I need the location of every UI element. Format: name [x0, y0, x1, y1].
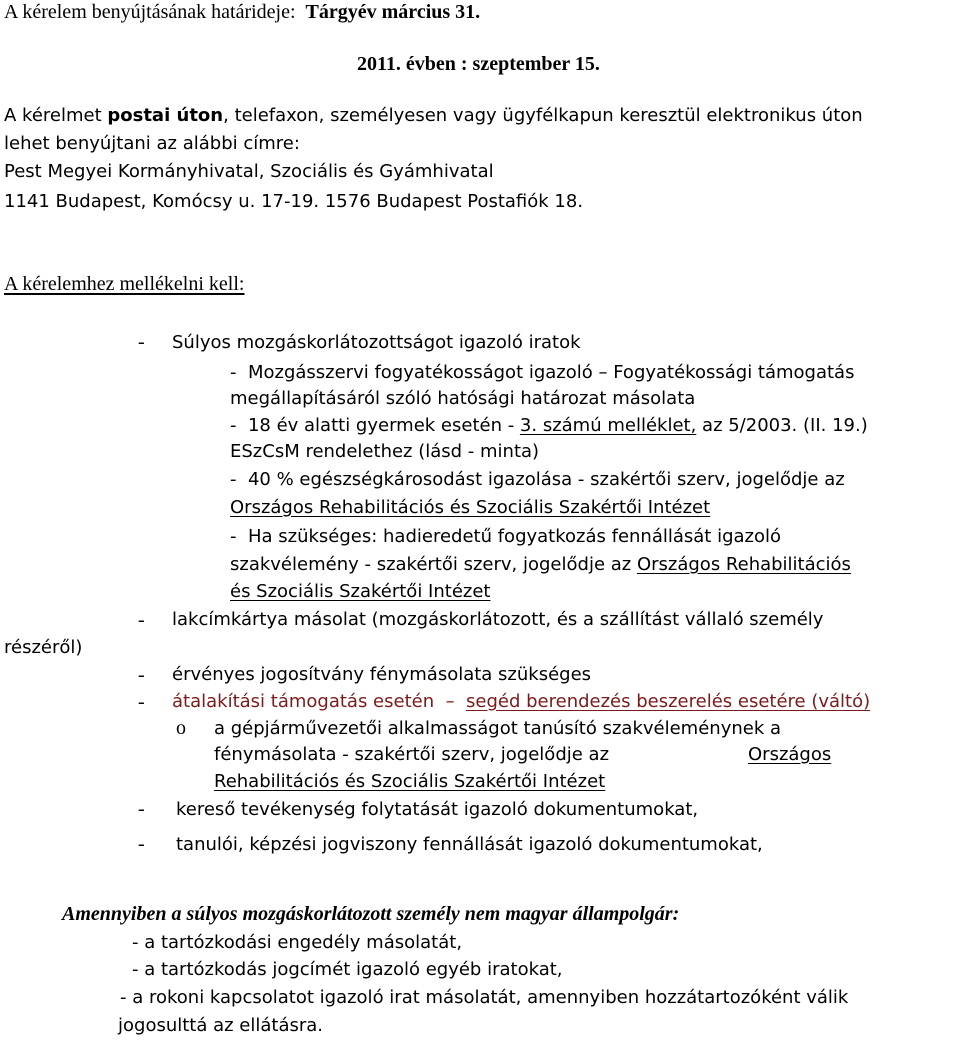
list-dash: - [138, 331, 145, 353]
sub-item-medical-opinion: a gépjárművezetői alkalmasságot tanúsító szakvéleménynek a [214, 718, 781, 739]
sub-item-text: Mozgásszervi fogyatékosságot igazoló – Fogyatékossági támogatás [247, 362, 855, 383]
sub-item-text: szakvélemény - szakértői szerv, jogelődje az [230, 554, 637, 575]
foreign-item-kinship-l2: jogosulttá az ellátásra. [118, 1015, 324, 1036]
rehab-institute-link-cont[interactable]: és Szociális Szakértői Intézet [230, 581, 491, 602]
rehab-institute-link[interactable]: Országos Rehabilitációs és Szociális Szakértői Intézet [230, 497, 711, 518]
bullet-o: o [176, 717, 186, 739]
sub-item-text: Ha szükséges: hadieredetű fogyatkozás fennállását igazoló [247, 526, 782, 547]
list-item-student: tanulói, képzési jogviszony fennállását igazoló dokumentumokat, [176, 834, 763, 855]
sub-item-war-disability-l2 [230, 553, 851, 577]
list-dash: - [138, 798, 145, 820]
office-name: Pest Megyei Kormányhivatal, Szociális és Gyámhivatal [4, 161, 494, 182]
rehab-institute-link[interactable]: Országos Rehabilitációs [636, 554, 851, 575]
list-dash: - [138, 609, 145, 631]
deadline-value: Tárgyév március 31. [305, 1, 481, 23]
conversion-text: átalakítási támogatás esetén [172, 691, 435, 712]
annex-3-link[interactable]: 3. számú melléklet, [519, 415, 697, 436]
submission-text: A kérelmet [4, 105, 108, 126]
foreign-item-permit: - a tartózkodási engedély másolatát, [132, 932, 463, 953]
sub-item-text: az 5/2003. (II. 19.) [696, 415, 868, 436]
deadline-label: A kérelem benyújtásának határideje: [4, 1, 296, 23]
foreign-item-kinship: - a rokoni kapcsolatot igazoló irat másolatát, amennyiben hozzátartozóként válik [120, 987, 849, 1008]
office-address: 1141 Budapest, Komócsy u. 17-19. 1576 Budapest Postafiók 18. [4, 191, 584, 212]
deadline-2011: 2011. évben : szeptember 15. [357, 53, 600, 75]
sub-item-text: 18 év alatti gyermek esetén - [247, 415, 520, 436]
list-item-employment: kereső tevékenység folytatását igazoló dokumentumokat, [176, 799, 699, 820]
sub-item-musculoskeletal-l2: megállapításáról szóló hatósági határozat másolata [230, 388, 696, 409]
list-dash: - [138, 833, 145, 855]
sub-item-under-18-l2: ESzCsM rendelethez (lásd - minta) [230, 441, 540, 462]
sub-item-under-18: - 18 év alatti gyermek esetén - 3. számú melléklet, az 5/2003. (II. 19.) [230, 415, 868, 436]
list-item-severe-disability: Súlyos mozgáskorlátozottságot igazoló iratok [172, 332, 581, 353]
attachments-heading: A kérelemhez mellékelni kell: [4, 273, 245, 295]
list-dash: - [138, 664, 145, 686]
sub-item-musculoskeletal: - Mozgásszervi fogyatékosságot igazoló – Fogyatékossági támogatás [230, 362, 855, 383]
list-item-address-card: lakcímkártya másolat (mozgáskorlátozott, és a szállítást vállaló személy [172, 609, 824, 630]
sub-item-medical-opinion-l2: fénymásolata - szakértői szerv, jogelődje az [214, 744, 610, 765]
list-item-address-card-l2: részéről) [4, 637, 83, 658]
auxiliary-equipment-link[interactable]: segéd berendezés beszerelés esetére (váltó) [466, 691, 871, 712]
submission-line-2: lehet benyújtani az alábbi címre: [4, 133, 300, 154]
postal-emphasis: postai úton [107, 105, 224, 126]
sub-item-40-percent: - 40 % egészségkárosodást igazolása - szakértői szerv, jogelődje az [230, 469, 845, 490]
submission-text-rest: , telefaxon, személyesen vagy ügyfélkapun keresztül elektronikus úton [223, 105, 863, 126]
list-dash: - [138, 691, 145, 713]
list-item-conversion [172, 690, 870, 714]
sub-item-war-disability: - Ha szükséges: hadieredetű fogyatkozás fennállását igazoló [230, 526, 782, 547]
rehab-institute-link-cont[interactable]: Rehabilitációs és Szociális Szakértői Intézet [214, 771, 606, 792]
list-item-driving-license: érvényes jogosítvány fénymásolata szükséges [172, 664, 592, 685]
rehab-institute-link[interactable]: Országos [748, 744, 832, 765]
submission-line-1 [4, 104, 863, 128]
foreign-heading: Amennyiben a súlyos mozgáskorlátozott személy nem magyar állampolgár: [62, 903, 680, 925]
deadline-line [4, 0, 480, 24]
separator: – [445, 691, 455, 712]
sub-item-text: 40 % egészségkárosodást igazolása - szakértői szerv, jogelődje az [247, 469, 845, 490]
foreign-item-residence-title: - a tartózkodás jogcímét igazoló egyéb iratokat, [132, 959, 563, 980]
